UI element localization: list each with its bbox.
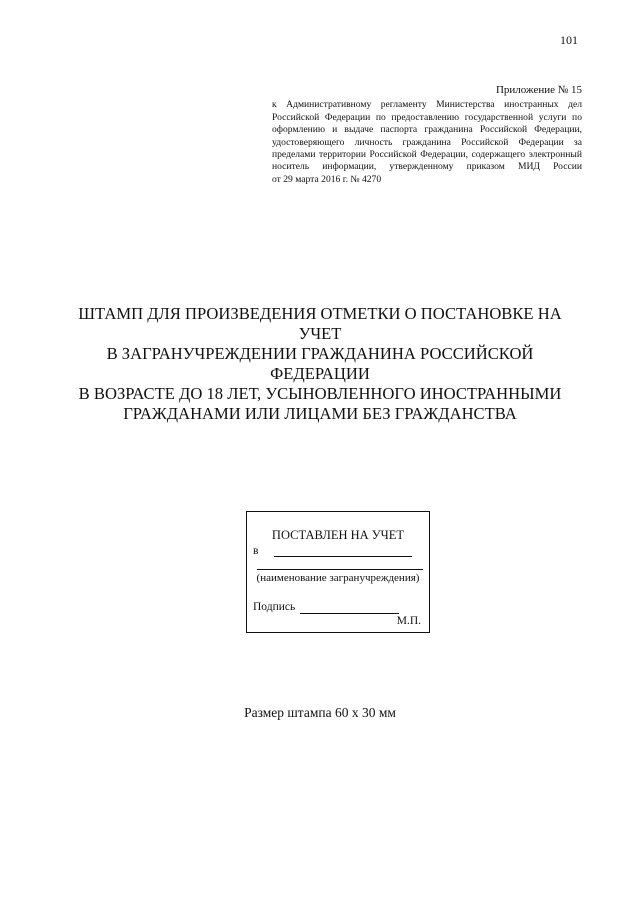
annex-line: удостоверяющего личность гражданина Российской Федерации за: [272, 136, 582, 148]
annex-title: Приложение № 15: [495, 84, 582, 96]
title-line: В ЗАГРАНУЧРЕЖДЕНИИ ГРАЖДАНИНА РОССИЙСКОЙ ФЕДЕРАЦИИ: [106, 344, 534, 383]
stamp-institution-line-2: [257, 569, 423, 570]
stamp-in-prefix: в: [253, 545, 259, 557]
annex-line: пределами территории Российской Федерации, содержащего электронный: [272, 149, 582, 161]
stamp-size-note: Размер штампа 60 x 30 мм: [244, 705, 396, 720]
stamp-frame: [246, 511, 430, 633]
document-title: [60, 304, 580, 424]
stamp-seal-label: М.П.: [396, 615, 421, 627]
stamp-title: ПОСТАВЛЕН НА УЧЕТ: [271, 528, 405, 542]
annex-line: оформлению и выдаче паспорта гражданина Российской Федерации,: [272, 124, 582, 136]
annex-line: от 29 марта 2016 г. № 4270: [272, 173, 382, 185]
stamp-institution-line-1: [274, 556, 412, 557]
annex-line: Российской Федерации по предоставлению государственной услуги по: [272, 111, 582, 123]
title-line: ГРАЖДАНАМИ ИЛИ ЛИЦАМИ БЕЗ ГРАЖДАНСТВА: [123, 404, 517, 423]
stamp-signature-line: [300, 613, 399, 614]
annex-line: носитель информации, утвержденному приказом МИД России: [272, 161, 582, 173]
annex-block: [272, 84, 582, 186]
title-line: В ВОЗРАСТЕ ДО 18 ЛЕТ, УСЫНОВЛЕННОГО ИНОСТРАННЫМИ: [78, 384, 562, 403]
annex-line: к Административному регламенту Министерства иностранных дел: [272, 99, 582, 111]
stamp-signature-label: Подпись: [253, 601, 296, 613]
title-line: ШТАМП ДЛЯ ПРОИЗВЕДЕНИЯ ОТМЕТКИ О ПОСТАНОВКЕ НА УЧЕТ: [78, 304, 562, 343]
page-number: 101: [560, 33, 578, 47]
stamp-caption: (наименование загранучреждения): [256, 572, 420, 584]
